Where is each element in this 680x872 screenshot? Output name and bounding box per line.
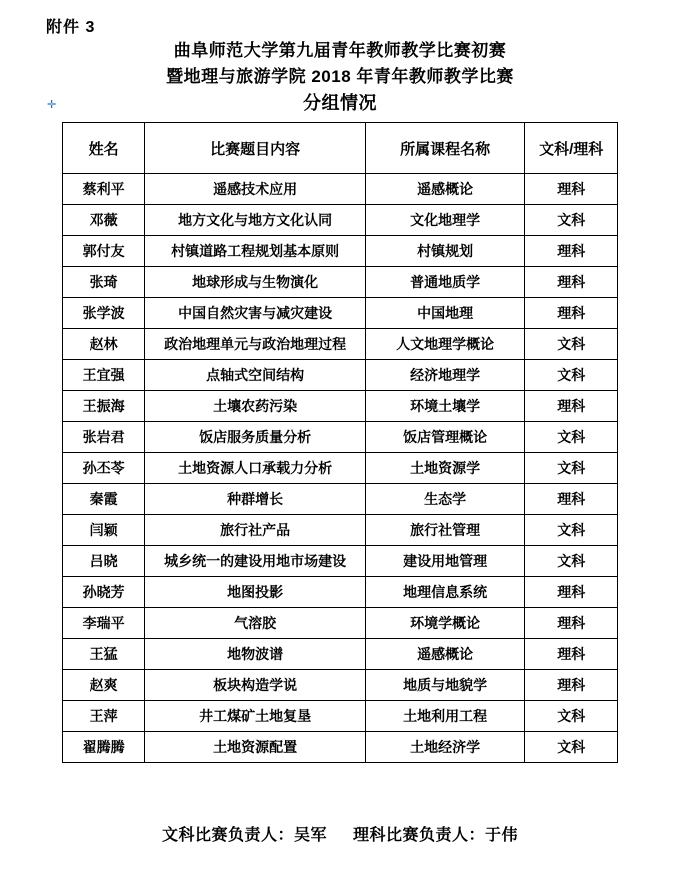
column-header-type: 文科/理科 — [525, 123, 618, 174]
cell-name: 赵爽 — [63, 670, 145, 701]
cell-name: 孙丕苓 — [63, 453, 145, 484]
cell-name: 张岩君 — [63, 422, 145, 453]
cell-type: 文科 — [525, 422, 618, 453]
cell-topic: 土地资源配置 — [145, 732, 366, 763]
cell-topic: 旅行社产品 — [145, 515, 366, 546]
cell-course: 旅行社管理 — [365, 515, 525, 546]
cell-course: 土地资源学 — [365, 453, 525, 484]
table-row — [63, 267, 618, 298]
footer-note — [0, 822, 680, 845]
cell-course: 饭店管理概论 — [365, 422, 525, 453]
cell-topic: 村镇道路工程规划基本原则 — [145, 236, 366, 267]
cell-type: 文科 — [525, 329, 618, 360]
table-row — [63, 577, 618, 608]
cell-course: 村镇规划 — [365, 236, 525, 267]
cell-type: 文科 — [525, 701, 618, 732]
grouping-table-container — [62, 122, 618, 763]
cell-type: 理科 — [525, 174, 618, 205]
column-header-name: 姓名 — [63, 123, 145, 174]
cell-type: 理科 — [525, 267, 618, 298]
cell-name: 秦霞 — [63, 484, 145, 515]
grouping-table — [62, 122, 618, 763]
title-line-3: 分组情况 — [303, 93, 377, 113]
title-line-2: 暨地理与旅游学院 2018 年青年教师教学比赛 — [166, 67, 514, 86]
table-row — [63, 639, 618, 670]
table-header-row — [63, 123, 618, 174]
cell-course: 环境学概论 — [365, 608, 525, 639]
table-row — [63, 329, 618, 360]
cell-topic: 种群增长 — [145, 484, 366, 515]
table-row — [63, 360, 618, 391]
cell-course: 环境土壤学 — [365, 391, 525, 422]
cell-topic: 地图投影 — [145, 577, 366, 608]
table-row — [63, 608, 618, 639]
cell-type: 文科 — [525, 453, 618, 484]
cell-type: 文科 — [525, 205, 618, 236]
table-row — [63, 546, 618, 577]
cell-type: 文科 — [525, 546, 618, 577]
table-row — [63, 453, 618, 484]
cell-topic: 政治地理单元与政治地理过程 — [145, 329, 366, 360]
cell-name: 王猛 — [63, 639, 145, 670]
cell-type: 理科 — [525, 577, 618, 608]
cell-course: 土地利用工程 — [365, 701, 525, 732]
cell-type: 理科 — [525, 639, 618, 670]
cell-name: 赵林 — [63, 329, 145, 360]
cell-type: 理科 — [525, 298, 618, 329]
cell-type: 理科 — [525, 608, 618, 639]
table-row — [63, 422, 618, 453]
title-line-1: 曲阜师范大学第九届青年教师教学比赛初赛 — [173, 41, 507, 60]
cell-topic: 土壤农药污染 — [145, 391, 366, 422]
cell-course: 普通地质学 — [365, 267, 525, 298]
liberal-arts-leader: 文科比赛负责人：吴军 — [161, 827, 327, 844]
cell-topic: 土地资源人口承载力分析 — [145, 453, 366, 484]
cell-name: 邓薇 — [63, 205, 145, 236]
cell-type: 理科 — [525, 484, 618, 515]
cell-course: 中国地理 — [365, 298, 525, 329]
table-row — [63, 670, 618, 701]
cell-type: 文科 — [525, 732, 618, 763]
cell-name: 闫颖 — [63, 515, 145, 546]
science-leader: 理科比赛负责人：于伟 — [353, 827, 519, 844]
cell-type: 文科 — [525, 360, 618, 391]
attachment-label: 附件 3 — [46, 19, 96, 36]
cell-course: 文化地理学 — [365, 205, 525, 236]
cell-type: 理科 — [525, 391, 618, 422]
cell-course: 经济地理学 — [365, 360, 525, 391]
table-header — [63, 123, 618, 174]
cell-name: 张琦 — [63, 267, 145, 298]
cell-topic: 中国自然灾害与减灾建设 — [145, 298, 366, 329]
cell-course: 遥感概论 — [365, 174, 525, 205]
cell-course: 建设用地管理 — [365, 546, 525, 577]
cell-course: 土地经济学 — [365, 732, 525, 763]
cell-name: 王振海 — [63, 391, 145, 422]
cell-type: 理科 — [525, 670, 618, 701]
column-header-topic: 比赛题目内容 — [145, 123, 366, 174]
cell-topic: 饭店服务质量分析 — [145, 422, 366, 453]
cell-name: 王萍 — [63, 701, 145, 732]
cell-topic: 地球形成与生物演化 — [145, 267, 366, 298]
table-row — [63, 701, 618, 732]
cell-topic: 板块构造学说 — [145, 670, 366, 701]
cell-topic: 遥感技术应用 — [145, 174, 366, 205]
cell-name: 翟腾腾 — [63, 732, 145, 763]
cell-name: 王宜强 — [63, 360, 145, 391]
cell-name: 孙晓芳 — [63, 577, 145, 608]
cell-topic: 城乡统一的建设用地市场建设 — [145, 546, 366, 577]
cell-course: 人文地理学概论 — [365, 329, 525, 360]
cell-topic: 气溶胶 — [145, 608, 366, 639]
cell-name: 蔡利平 — [63, 174, 145, 205]
cell-topic: 地方文化与地方文化认同 — [145, 205, 366, 236]
table-row — [63, 205, 618, 236]
cell-type: 文科 — [525, 515, 618, 546]
table-body — [63, 174, 618, 763]
table-row — [63, 484, 618, 515]
cell-course: 遥感概论 — [365, 639, 525, 670]
cell-name: 张学波 — [63, 298, 145, 329]
table-row — [63, 732, 618, 763]
cell-course: 生态学 — [365, 484, 525, 515]
table-row — [63, 391, 618, 422]
cell-name: 郭付友 — [63, 236, 145, 267]
cell-topic: 点轴式空间结构 — [145, 360, 366, 391]
cell-topic: 井工煤矿土地复垦 — [145, 701, 366, 732]
cell-name: 李瑞平 — [63, 608, 145, 639]
cell-course: 地质与地貌学 — [365, 670, 525, 701]
column-header-course: 所属课程名称 — [365, 123, 525, 174]
table-row — [63, 515, 618, 546]
table-row — [63, 298, 618, 329]
cell-name: 吕晓 — [63, 546, 145, 577]
document-title — [0, 38, 680, 116]
move-handle-icon[interactable]: ✛ — [47, 99, 57, 111]
cell-type: 理科 — [525, 236, 618, 267]
cell-course: 地理信息系统 — [365, 577, 525, 608]
table-row — [63, 174, 618, 205]
table-row — [63, 236, 618, 267]
cell-topic: 地物波谱 — [145, 639, 366, 670]
